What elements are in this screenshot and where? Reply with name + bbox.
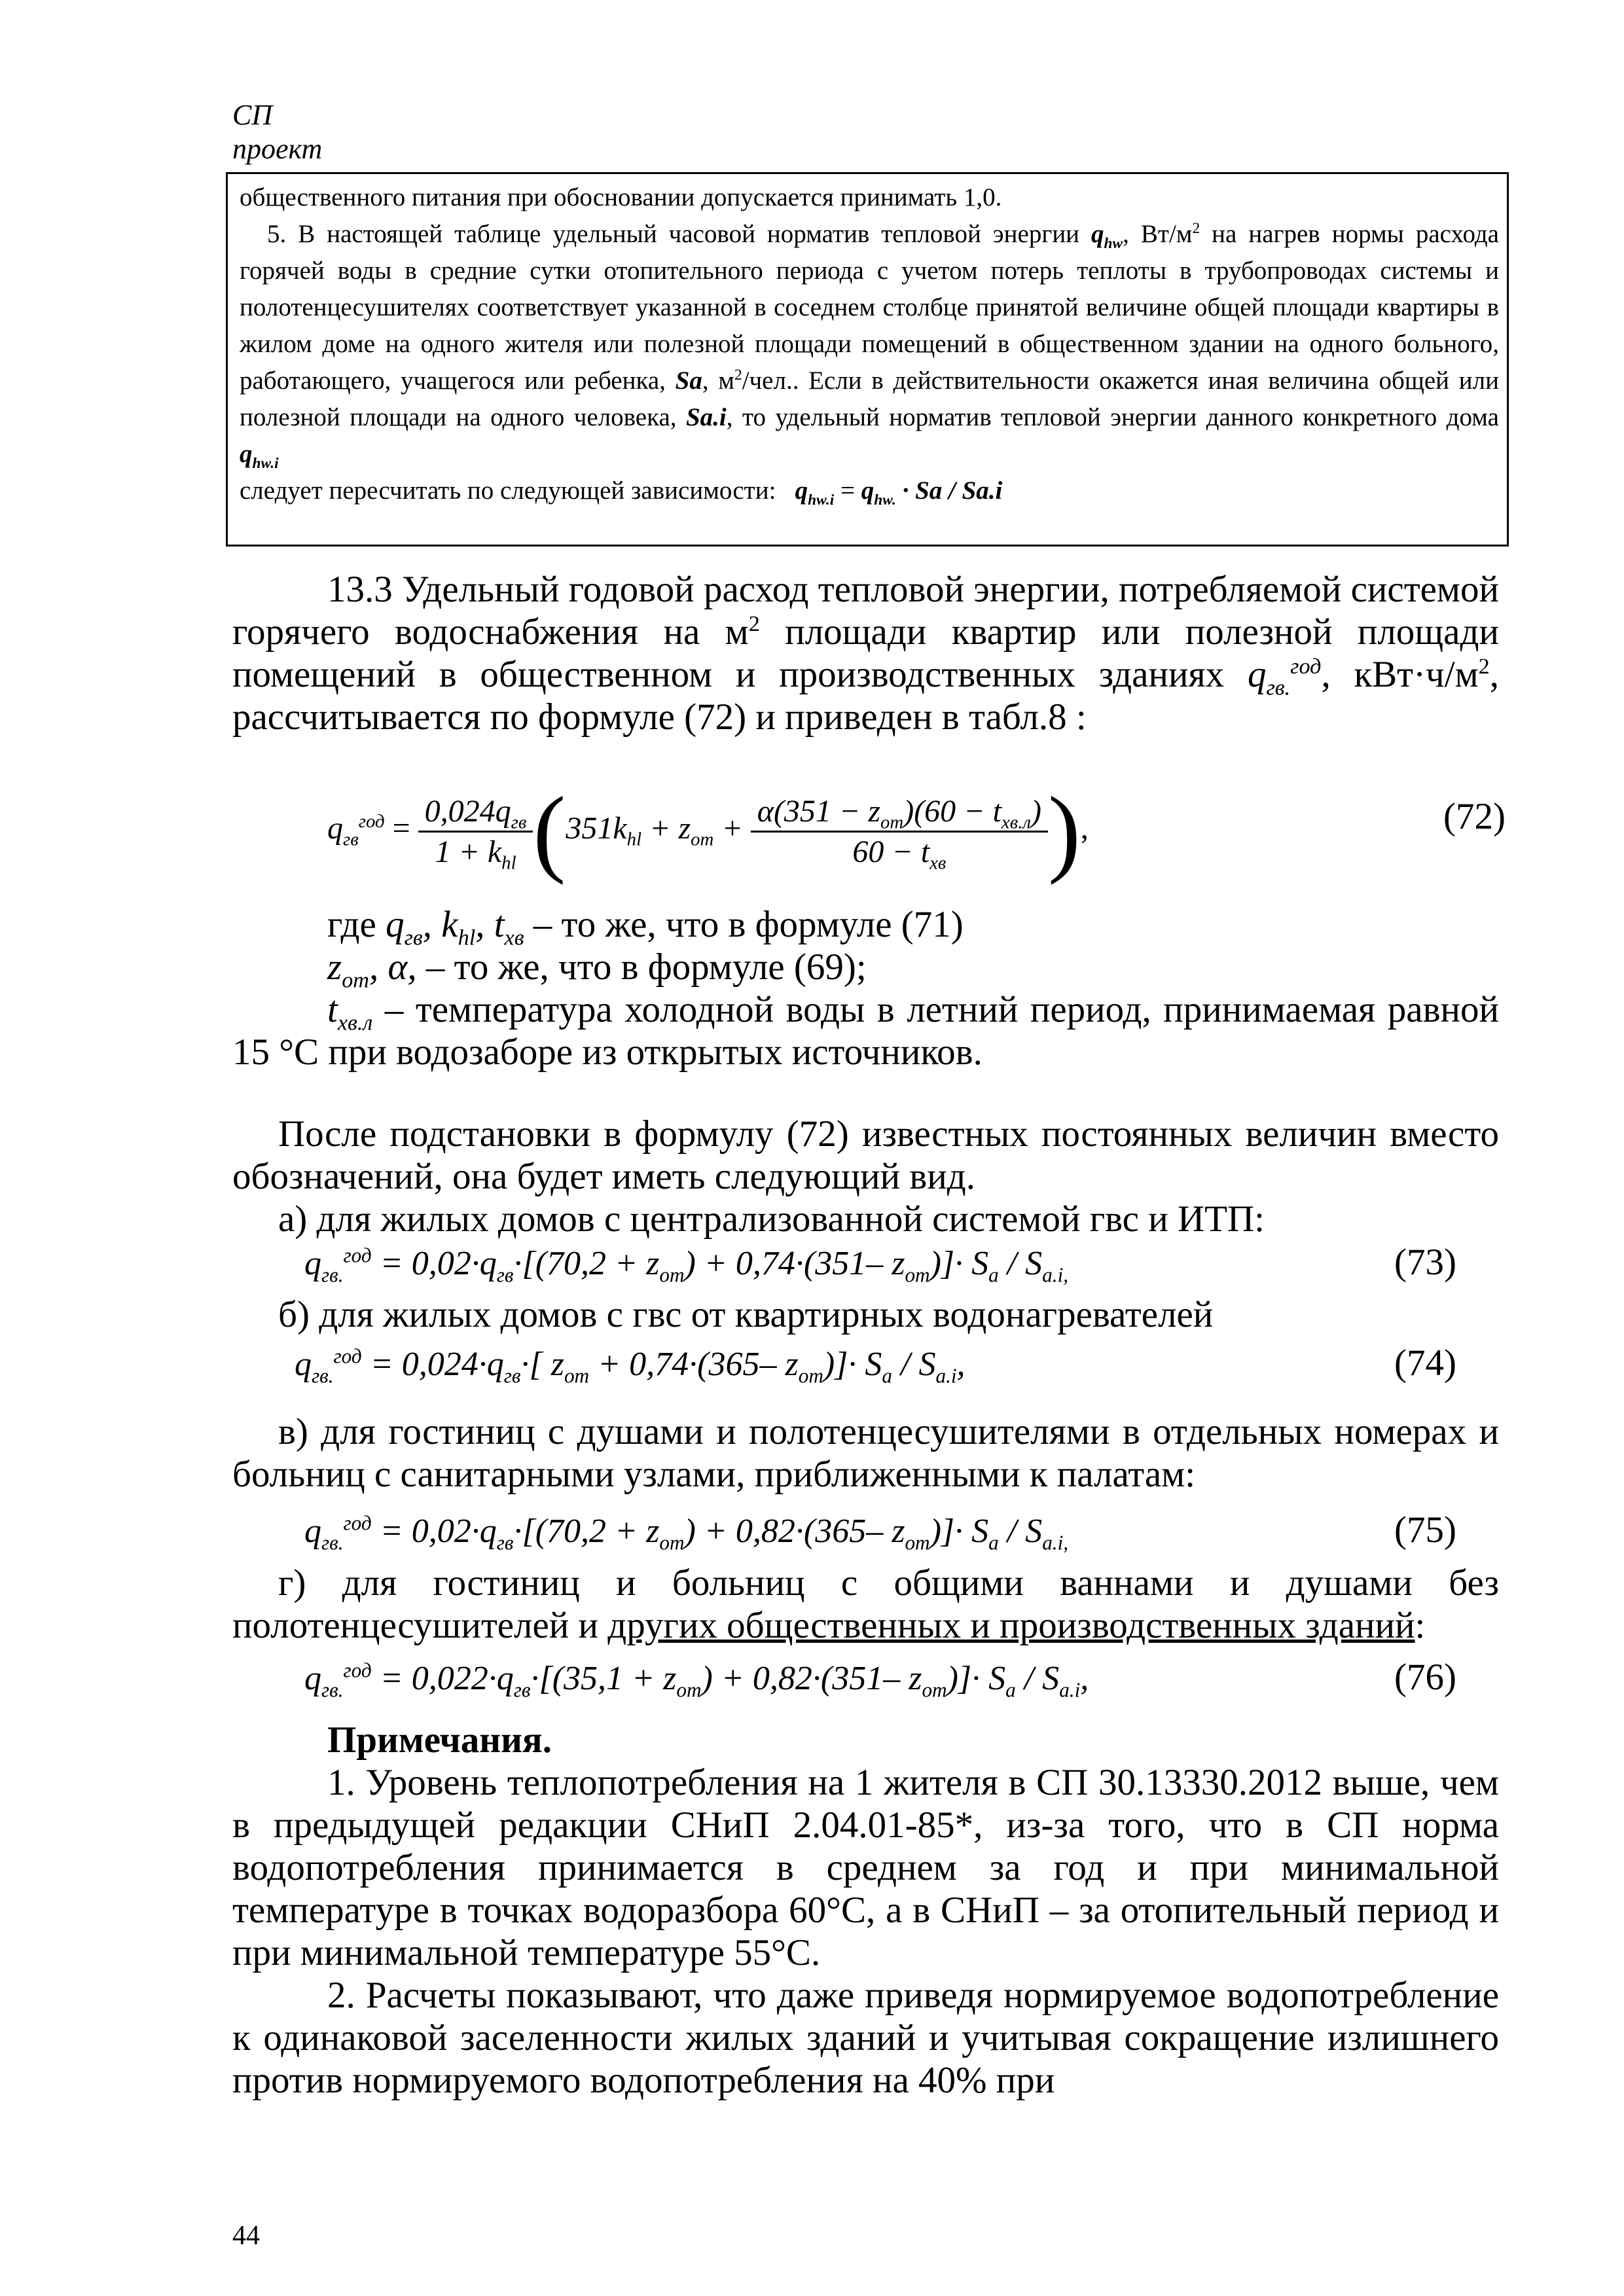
formula-73-number: (73): [1394, 1242, 1456, 1283]
formula-73: $q_{гв.}^{год} = 0,02\cdot q_{гв}\cdot[(70,2 + z_{от}) + 0,74\cdot(351-$ $z_{от})]\cdot S_a / S_{a.i,}$ (73): [304, 1242, 1456, 1287]
note-p1: общественного питания при обосновании допускается принимать 1,0.: [240, 183, 1002, 211]
formula-74: $q_{гв.}^{год} = 0,024\cdot q_{гв}\cdot$[ $z_{от} + 0,74\cdot(365-$ $z_{от})]\cdot S_a / S_{a.i}$, (74): [295, 1342, 1456, 1388]
section-13-3: 13.3 Удельный годовой расход тепловой энергии, потребляемой системой горячего водоснабжения на $м^2$ площади квартир или полезной площади помещений в общественном и производственных зданиях $q_{гв.}^{год}$, $кВт\cdot ч/м^2$, рассчитывается по формуле (72) и приведен в табл.8 :: [232, 569, 1499, 738]
case-d-text: г) для гостиниц и больниц с общими ваннами и душами без полотенцесушителей и других общественных и производственных зданий:: [232, 1562, 1499, 1646]
note-1: 1. Уровень теплопотребления на 1 жителя в СП 30.13330.2012 выше, чем в предыдущей редакции СНиП 2.04.01-85*, из-за того, что в СП норма водопотребления принимается в среднем за год и при минимальной температуре в точках водоразбора 60°С, а в СНиП – за отопительный период и при минимальной температуре 55°С.: [232, 1762, 1499, 1973]
notes-section: [232, 1719, 1499, 2102]
doc-header: [232, 98, 322, 166]
formula-72: $q_{гв}^{год}$ = $\frac{0,024q_{гв}}{1 + k_{hl}}$ ($351k_{hl} + z_{от}$ + $\frac{\alpha(351 - z_{от})(60 - t_{хв.л})}{60 - t_{хв}}$ ), (72): [327, 777, 1506, 886]
formula-75-number: (75): [1394, 1509, 1456, 1551]
note-2: 2. Расчеты показывают, что даже приведя нормируемое водопотребление к одинаковой заселенности жилых зданий и учитывая сокращение излишнего против нормируемого водопотребления на 40% при: [232, 1975, 1499, 2101]
formula-75: $q_{гв.}^{год} = 0,02\cdot q_{гв}\cdot[(70,2 + z_{от}) + 0,82\cdot(365-$ $z_{от})]\cdot S_a / S_{a.i,}$ (75): [304, 1509, 1456, 1554]
note-p2: 5. В настоящей таблице удельный часовой норматив тепловой энергии $q_{hw}$, $Вт/м^2$ на нагрев нормы расхода горячей воды в средние сутки отопительного периода с учетом потерь теплоты в трубопроводах системы и полотенцесушителях соответствует указанной в соседнем столбце принятой величине общей площади квартиры в жилом доме на одного жителя или полезной площади помещений в общественном здании на одного больного, работающего, учащегося или ребенка, Sa, $м^2$/чел.. Если в действительности окажется иная величина общей или полезной площади на одного человека, Sa.i, то удельный норматив тепловой энергии данного конкретного дома $q_{hw.i}$: [240, 220, 1499, 472]
after-substitution: После подстановки в формулу (72) известных постоянных величин вместо обозначений, она будет иметь следующий вид. а) для жилых домов с централизованной системой гвс и ИТП:: [232, 1113, 1499, 1240]
notes-heading: Примечания.: [327, 1719, 552, 1761]
table-note-box: [226, 172, 1509, 547]
case-c-text: в) для гостиниц с душами и полотенцесушителями в отдельных номерах и больниц с санитарными узлами, приближенными к палатам:: [232, 1411, 1499, 1495]
header-status: проект: [232, 133, 323, 165]
formula-76: $q_{гв.}^{год} = 0,022\cdot q_{гв}\cdot[(35,1 + z_{от}) + 0,82\cdot(351-$ $z_{от})]\cdot S_a / S_{a.i}$, (76): [304, 1657, 1456, 1702]
case-b-text: б) для жилых домов с гвс от квартирных водонагревателей: [278, 1294, 1214, 1335]
formula-74-number: (74): [1394, 1342, 1456, 1384]
page-number: 44: [232, 2221, 260, 2251]
header-code: СП: [232, 99, 273, 131]
formula-76-number: (76): [1394, 1657, 1456, 1698]
formula-72-number: (72): [1443, 796, 1506, 837]
where-clauses: где $q_{гв}$, $k_{hl}$, $t_{хв}$ – то же, что в формуле (71) $z_{от}$, α, – то же, что в формуле (69); $t_{хв.л}$ – температура холодной воды в летний период, принимаемая равной 15 °С при водозаборе из открытых источников.: [232, 904, 1499, 1073]
note-p3: следует пересчитать по следующей зависимости: $q_{hw.i} = q_{hw.} \cdot Sa / Sa.i$: [240, 476, 1003, 509]
